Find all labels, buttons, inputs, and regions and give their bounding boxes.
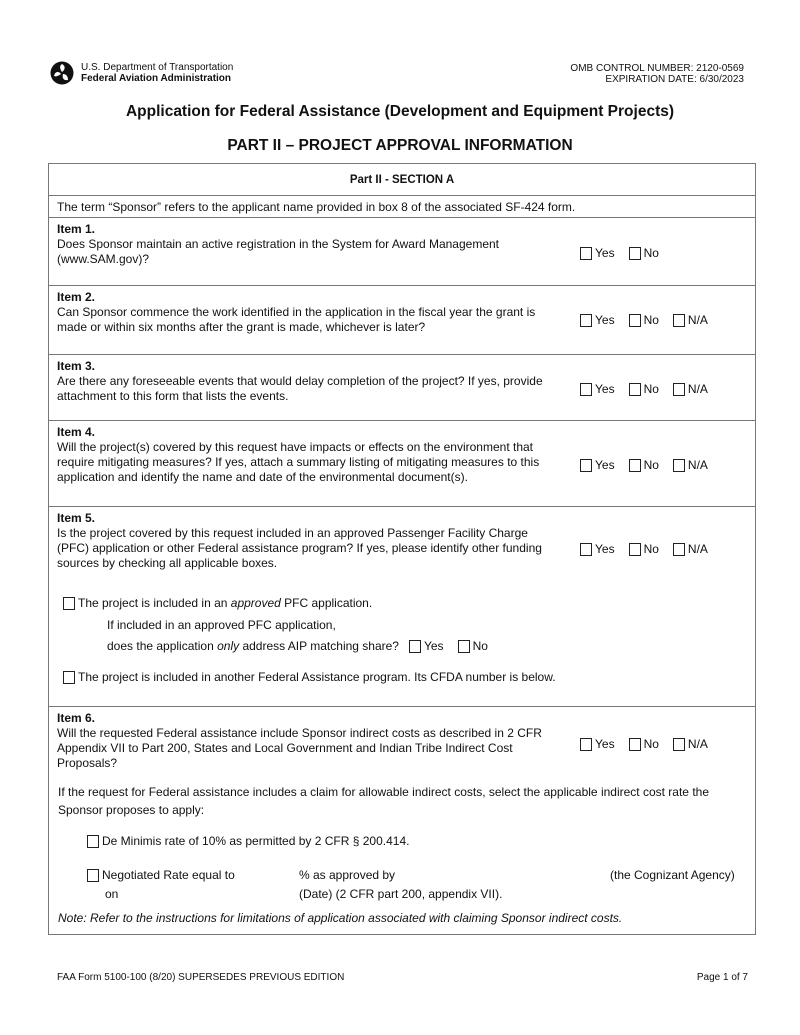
approved-pfc-option[interactable]: The project is included in an approved PFC application. <box>63 596 372 611</box>
expiration-date: EXPIRATION DATE: 6/30/2023 <box>605 74 744 85</box>
checkbox[interactable] <box>580 314 592 327</box>
item-question: Can Sponsor commence the work identified in the application in the fiscal year the grant is made or within six months after the grant is made, whichever is later? <box>57 305 536 334</box>
item-5-yes[interactable]: Yes <box>580 542 615 557</box>
item-4-na[interactable]: N/A <box>673 458 708 473</box>
checkbox[interactable] <box>673 738 685 751</box>
de-minimis-option[interactable]: De Minimis rate of 10% as permitted by 2 CFR § 200.414. <box>87 834 409 849</box>
agency-name: U.S. Department of Transportation <box>81 62 234 73</box>
item-6-na[interactable]: N/A <box>673 737 708 752</box>
checkbox[interactable] <box>629 247 641 260</box>
item-1-no[interactable]: No <box>629 246 659 261</box>
item-1-options <box>580 246 673 261</box>
checkbox[interactable] <box>629 383 641 396</box>
checkbox[interactable] <box>458 640 470 653</box>
item-question: Will the project(s) covered by this request have impacts or effects on the environment that require mitigating measures? If yes, attach a summary listing of mitigating measures to this application and identify the name and date of the environmental document(s). <box>57 440 540 484</box>
omb-info <box>570 63 744 85</box>
form-id: FAA Form 5100-100 (8/20) SUPERSEDES PREVIOUS EDITION <box>57 972 345 983</box>
rate-intro: If the request for Federal assistance includes a claim for allowable indirect costs, select the applicable indirect cost rate the Sponsor proposes to apply: <box>58 785 709 817</box>
page-number: Page 1 of 7 <box>696 972 748 983</box>
cognizant-agency-text: (the Cognizant Agency) <box>610 868 735 882</box>
part-title: PART II – PROJECT APPROVAL INFORMATION <box>227 137 573 154</box>
item-6-options <box>580 737 722 752</box>
item-6 <box>49 707 755 934</box>
checkbox[interactable] <box>87 835 99 848</box>
checkbox[interactable] <box>629 459 641 472</box>
aip-no[interactable]: No <box>458 639 488 654</box>
item-5 <box>49 507 755 707</box>
page-title: Application for Federal Assistance (Development and Equipment Projects) <box>125 103 675 120</box>
item-3-options <box>580 382 722 397</box>
pfc-if-text: If included in an approved PFC application, <box>107 618 336 632</box>
on-text: on <box>105 887 119 901</box>
checkbox[interactable] <box>673 543 685 556</box>
omb-control-number: OMB CONTROL NUMBER: 2120-0569 <box>570 63 744 74</box>
aip-question: does the application only address AIP matching share? Yes No <box>107 639 488 653</box>
checkbox[interactable] <box>580 459 592 472</box>
item-question: Are there any foreseeable events that would delay completion of the project? If yes, provide attachment to this form that lists the events. <box>57 374 543 403</box>
dot-logo-icon <box>50 61 74 85</box>
pct-approved-text: % as approved by <box>299 868 396 882</box>
item-question: Does Sponsor maintain an active registration in the System for Award Management (www.SAM.gov)? <box>57 237 500 266</box>
section-a-form <box>48 163 756 935</box>
item-label: Item 6. <box>57 711 96 725</box>
item-4 <box>49 421 755 507</box>
item-question: Is the project covered by this request included in an approved Passenger Facility Charge (PFC) application or other Federal assistance program? If yes, please identify other funding sources by checking all applicable boxes. <box>57 526 542 570</box>
item-3-no[interactable]: No <box>629 382 659 397</box>
checkbox[interactable] <box>629 543 641 556</box>
other-federal-program-option[interactable]: The project is included in another Federal Assistance program. Its CFDA number is below. <box>63 670 556 685</box>
negotiated-rate-option[interactable]: Negotiated Rate equal to <box>87 868 235 883</box>
item-label: Item 5. <box>57 511 96 525</box>
item-4-yes[interactable]: Yes <box>580 458 615 473</box>
checkbox[interactable] <box>409 640 421 653</box>
item-2-yes[interactable]: Yes <box>580 313 615 328</box>
sponsor-definition: The term “Sponsor” refers to the applicant name provided in box 8 of the associated SF-424 form. <box>49 196 755 218</box>
checkbox[interactable] <box>673 314 685 327</box>
checkbox[interactable] <box>63 597 75 610</box>
item-5-no[interactable]: No <box>629 542 659 557</box>
item-6-yes[interactable]: Yes <box>580 737 615 752</box>
item-2-no[interactable]: No <box>629 313 659 328</box>
indirect-cost-note: Note: Refer to the instructions for limitations of application associated with claiming Sponsor indirect costs. <box>58 911 623 925</box>
item-5-na[interactable]: N/A <box>673 542 708 557</box>
agency-header <box>50 61 233 85</box>
item-1 <box>49 218 755 286</box>
checkbox[interactable] <box>673 383 685 396</box>
item-4-no[interactable]: No <box>629 458 659 473</box>
item-2 <box>49 286 755 355</box>
checkbox[interactable] <box>87 869 99 882</box>
checkbox[interactable] <box>629 314 641 327</box>
item-1-yes[interactable]: Yes <box>580 246 615 261</box>
item-4-options <box>580 458 722 473</box>
item-2-options <box>580 313 722 328</box>
item-3-na[interactable]: N/A <box>673 382 708 397</box>
item-label: Item 4. <box>57 425 96 439</box>
checkbox[interactable] <box>580 543 592 556</box>
checkbox[interactable] <box>63 671 75 684</box>
checkbox[interactable] <box>673 459 685 472</box>
aip-yes[interactable]: Yes <box>409 639 444 654</box>
item-label: Item 3. <box>57 359 96 373</box>
item-label: Item 1. <box>57 222 96 236</box>
section-heading: Part II - SECTION A <box>49 164 755 196</box>
item-6-no[interactable]: No <box>629 737 659 752</box>
item-3-yes[interactable]: Yes <box>580 382 615 397</box>
item-question: Will the requested Federal assistance include Sponsor indirect costs as described in 2 CFR Appendix VII to Part 200, States and Local Government and Indian Tribe Indirect Cost Proposals? <box>57 726 542 770</box>
checkbox[interactable] <box>580 738 592 751</box>
item-label: Item 2. <box>57 290 96 304</box>
item-2-na[interactable]: N/A <box>673 313 708 328</box>
checkbox[interactable] <box>629 738 641 751</box>
agency-subname: Federal Aviation Administration <box>81 73 232 84</box>
date-reference-text: (Date) (2 CFR part 200, appendix VII). <box>299 887 503 901</box>
item-5-options <box>580 542 722 557</box>
item-3 <box>49 355 755 421</box>
checkbox[interactable] <box>580 383 592 396</box>
checkbox[interactable] <box>580 247 592 260</box>
